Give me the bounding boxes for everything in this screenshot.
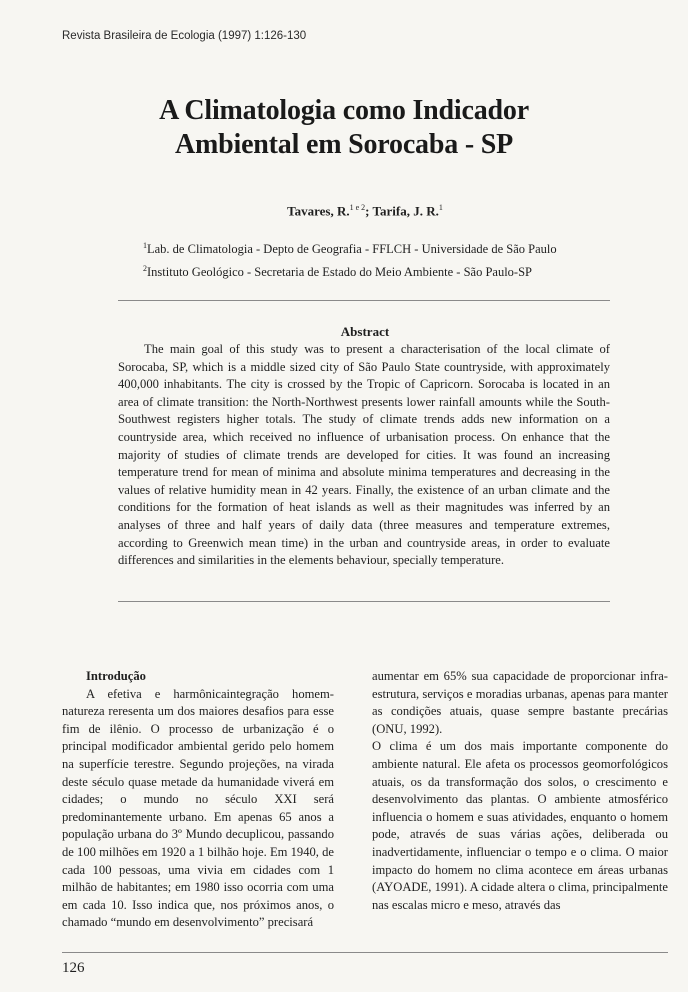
affiliation-1-text: Lab. de Climatologia - Depto de Geografia - FFLCH - Universidade de São Paulo — [147, 242, 557, 257]
affiliation-2-mark: 2 — [143, 264, 147, 274]
article-title — [0, 94, 688, 162]
journal-citation: Revista Brasileira de Ecologia (1997) 1:126-130 — [62, 30, 307, 42]
author-2: Tarifa, J. R. — [372, 203, 439, 219]
footer-divider — [62, 952, 668, 953]
introduction-paragraph-1: A efetiva e harmônicaintegração homem-natureza reresenta um dos maiores desafios para esse fim de ilênio. O processo de urbanização é o principal modificador ambiental gerido pelo homem na superfície terestre. Segundo projeções, na virada deste século quase metade da humanidade viverá em cidades; o mundo no século XXI será predominantemente urbano. Em apenas 65 anos a população urbana do 3º Mundo decuplicou, passando de 100 milhões em 1920 a 1 bilhão hoje. Em 1940, de cada 100 pessoas, uma vivia em cidades com 1 milhão de habitantes; em 1980 isso ocorria com uma em cada 10. Isso indica que, nos próximos anos, o chamado “mundo em desenvolvimento” precisará — [62, 686, 334, 930]
author-1: Tavares, R. — [287, 203, 350, 219]
abstract-bottom-divider — [118, 601, 610, 602]
title-line-2: Ambiental em Sorocaba - SP — [174, 129, 514, 160]
introduction-paragraph-2: O clima é um dos mais importante componente do ambiente natural. Ele afeta os processos geomorfológicos atuais, os da transformação dos solos, o crescimento e desenvolvimento das plantas. O ambiente atmosférico influencia o homem e suas atividades, enquanto o homem pode, através de suas várias ações, deliberada ou inadvertidamente, influenciar o tempo e o clima. O maior impacto do homem no clima acontece em áreas urbanas (AYOADE, 1991). A cidade altera o clima, principalmente nas escalas micro e meso, através das — [372, 739, 668, 912]
body-right-column — [372, 668, 668, 914]
abstract-top-divider — [118, 300, 610, 301]
author-separator: ; — [365, 203, 373, 219]
author-list — [0, 203, 688, 219]
introduction-paragraph-1-continued: aumentar em 65% sua capacidade de proporcionar infra-estrutura, serviços e moradias urbanas, apenas para manter as condições atuais, quase sempre bastante precárias (ONU, 1992). — [372, 669, 668, 736]
abstract-text: The main goal of this study was to present a characterisation of the local climate of Sorocaba, SP, which is a middle sized city of São Paulo State countryside, with approximately 400,000 inhabitants. The city is crossed by the Tropic of Capricorn. Sorocaba is located in an area of climate transition: the North-Northwest presents lower rainfall amounts while the South-Southwest registers higher totals. The study of climate trends adds new information on a countryside area, which received no influence of urbanisation process. On enhance that the majority of studies of climate trends are developed for cities. It was found an increasing temperature trend for mean of minima and absolute minima temperatures and decreasing in the values of relative humidity mean in 42 years. Finally, the existence of an urban climate and the conditions for the formation of heat islands as well as their magnitudes was inferred by an analyses of three and half years of daily data (three measures and temperature extremes, according to Greenwich mean time) in the urban and countryside areas, in order to evaluate differences and similarities in the elements behaviour, specially temperature. — [118, 342, 610, 568]
affiliations — [143, 236, 557, 282]
title-line-1: A Climatologia como Indicador — [159, 95, 529, 126]
affiliation-2-text: Instituto Geológico - Secretaria de Estado do Meio Ambiente - São Paulo-SP — [147, 265, 532, 280]
body-left-column — [62, 668, 334, 932]
author-2-affiliation-mark: 1 — [438, 203, 443, 212]
author-1-affiliation-mark: 1 e 2 — [349, 203, 366, 212]
affiliation-1 — [143, 236, 557, 259]
affiliation-2 — [143, 259, 557, 282]
introduction-heading: Introdução — [86, 669, 146, 683]
affiliation-1-mark: 1 — [143, 241, 147, 250]
page-number: 126 — [62, 960, 85, 976]
abstract-heading: Abstract — [340, 324, 390, 339]
